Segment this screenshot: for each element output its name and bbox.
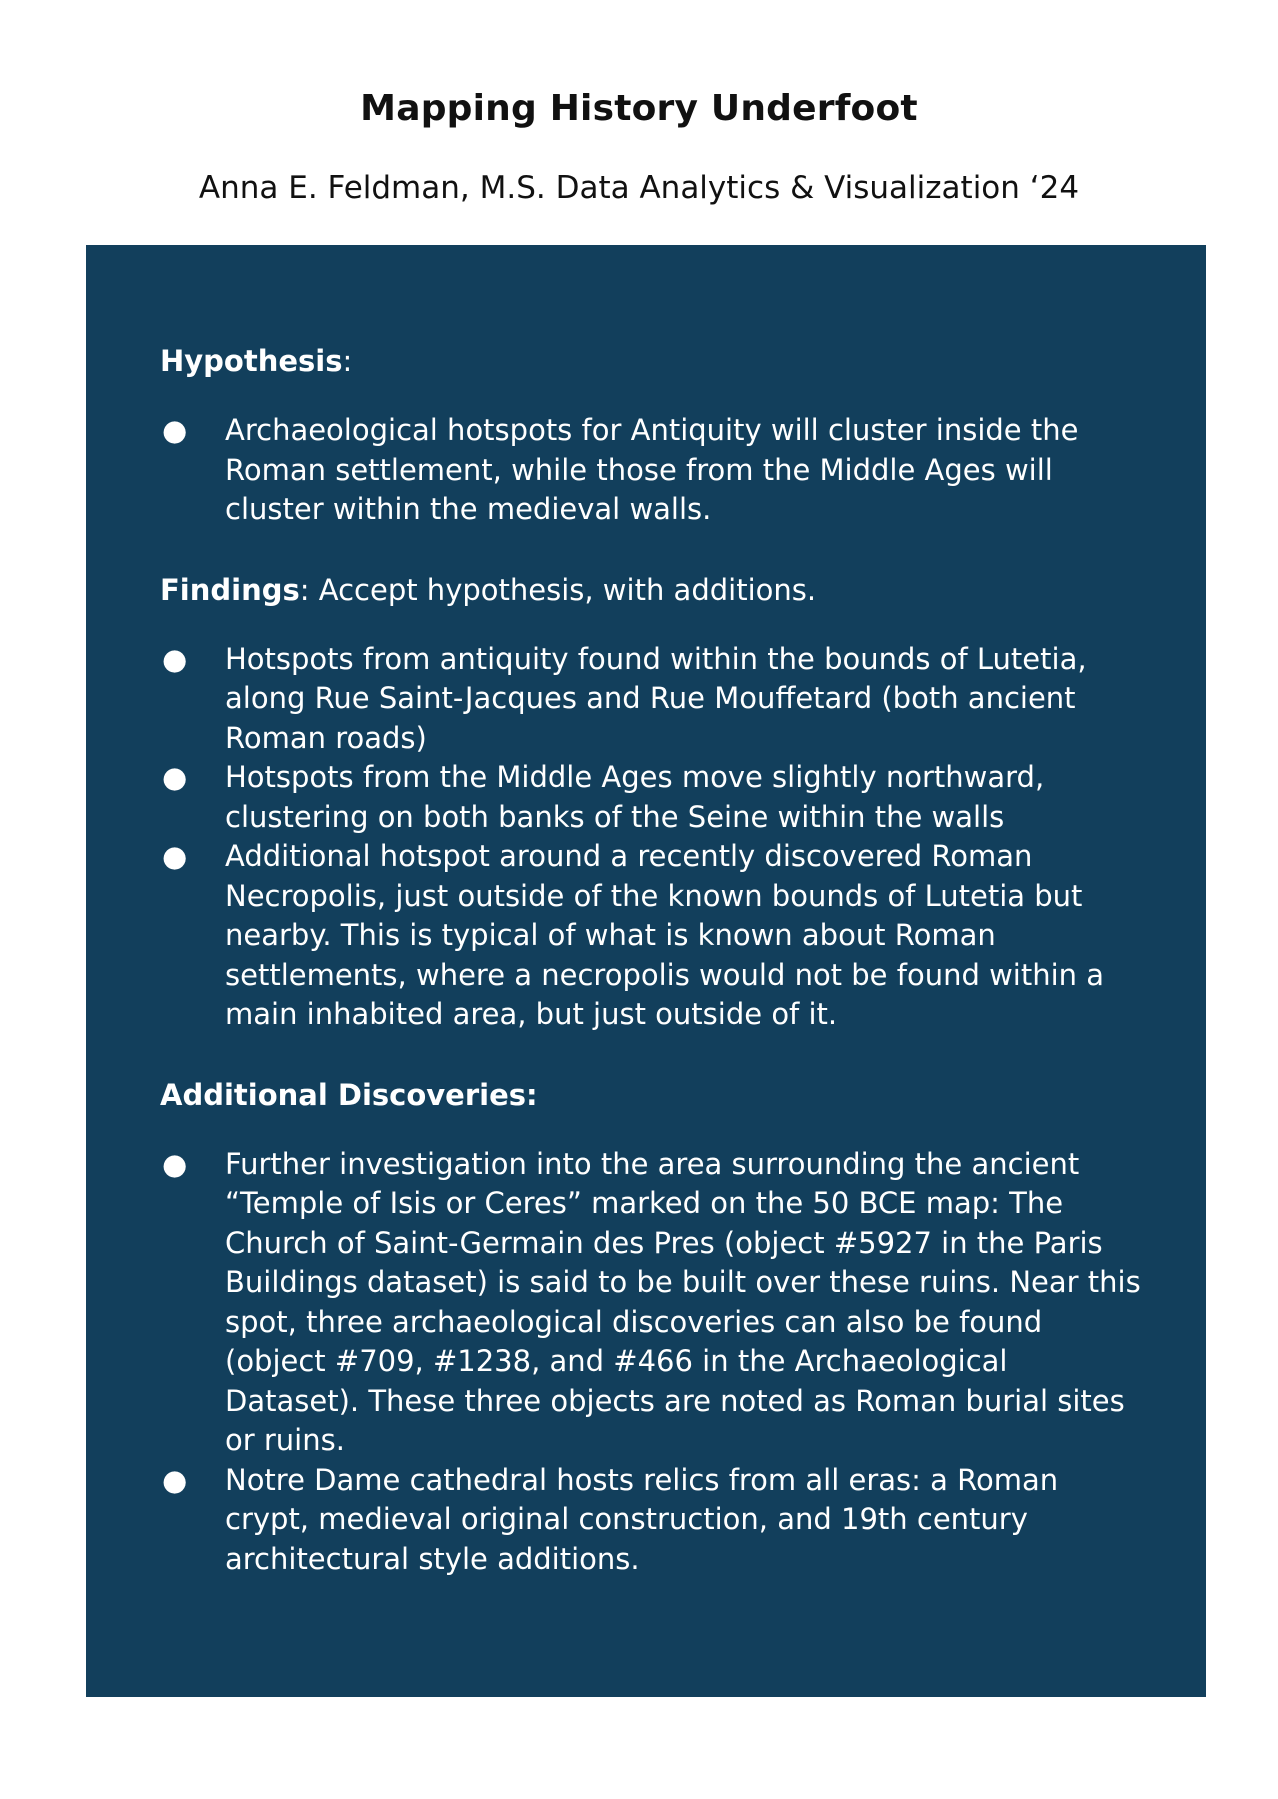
list-item-text: Notre Dame cathedral hosts relics from all eras: a Roman crypt, medieval original construction, and 19th century architectural style additions.	[225, 1462, 1059, 1576]
bullet-icon: ●	[162, 1462, 188, 1497]
list-item-text: Additional hotspot around a recently discovered Roman Necropolis, just outside of the known bounds of Lutetia but nearby. This is typical of what is known about Roman settlements, where a necropolis would not be found within a main inhabited area, but just outside of it.	[225, 839, 1105, 1031]
list-item-text: Archaeological hotspots for Antiquity will cluster inside the Roman settlement, while those from the Middle Ages will cluster within the medieval walls.	[225, 413, 1079, 526]
findings-heading-label: Findings	[160, 572, 300, 607]
bullet-icon: ●	[162, 413, 188, 447]
findings-heading-suffix: : Accept hypothesis, with additions.	[299, 572, 817, 607]
findings-heading	[160, 570, 1150, 610]
findings-panel	[86, 245, 1206, 1697]
list-item-text: Hotspots from the Middle Ages move slightly northward, clustering on both banks of the Seine within the walls	[225, 760, 1045, 834]
bullet-icon: ●	[162, 760, 188, 794]
bullet-icon: ●	[162, 641, 188, 676]
list-item	[160, 758, 1150, 837]
hypothesis-heading-label: Hypothesis	[160, 344, 343, 378]
list-item	[160, 411, 1150, 530]
hypothesis-heading-suffix: :	[342, 344, 353, 378]
author-line: Anna E. Feldman, M.S. Data Analytics & Visualization ‘24	[198, 170, 1080, 206]
list-item	[160, 837, 1150, 1035]
hypothesis-heading	[160, 341, 1150, 381]
bullet-icon: ●	[162, 1146, 188, 1181]
bullet-icon: ●	[162, 839, 188, 873]
additional-discoveries-heading	[160, 1075, 1150, 1115]
list-item	[160, 1145, 1150, 1461]
list-item	[160, 640, 1150, 759]
hypothesis-list	[160, 411, 1150, 530]
list-item-text: Hotspots from antiquity found within the bounds of Lutetia, along Rue Saint-Jacques and Rue Mouffetard (both ancient Roman roads)	[225, 641, 1087, 755]
additional-heading-label: Additional Discoveries:	[160, 1077, 538, 1112]
list-item	[160, 1461, 1150, 1580]
additional-discoveries-list	[160, 1145, 1150, 1580]
findings-list	[160, 640, 1150, 1035]
document-title: Mapping History Underfoot	[360, 88, 918, 129]
list-item-text: Further investigation into the area surrounding the ancient “Temple of Isis or Ceres” marked on the 50 BCE map: The Church of Saint-Germain des Pres (object #5927 in the Paris Buildings dataset) is said to be built over these ruins. Near this spot, three archaeological discoveries can also be found (object #709, #1238, and #466 in the Archaeological Dataset). These three objects are noted as Roman burial sites or ruins.	[225, 1146, 1141, 1457]
